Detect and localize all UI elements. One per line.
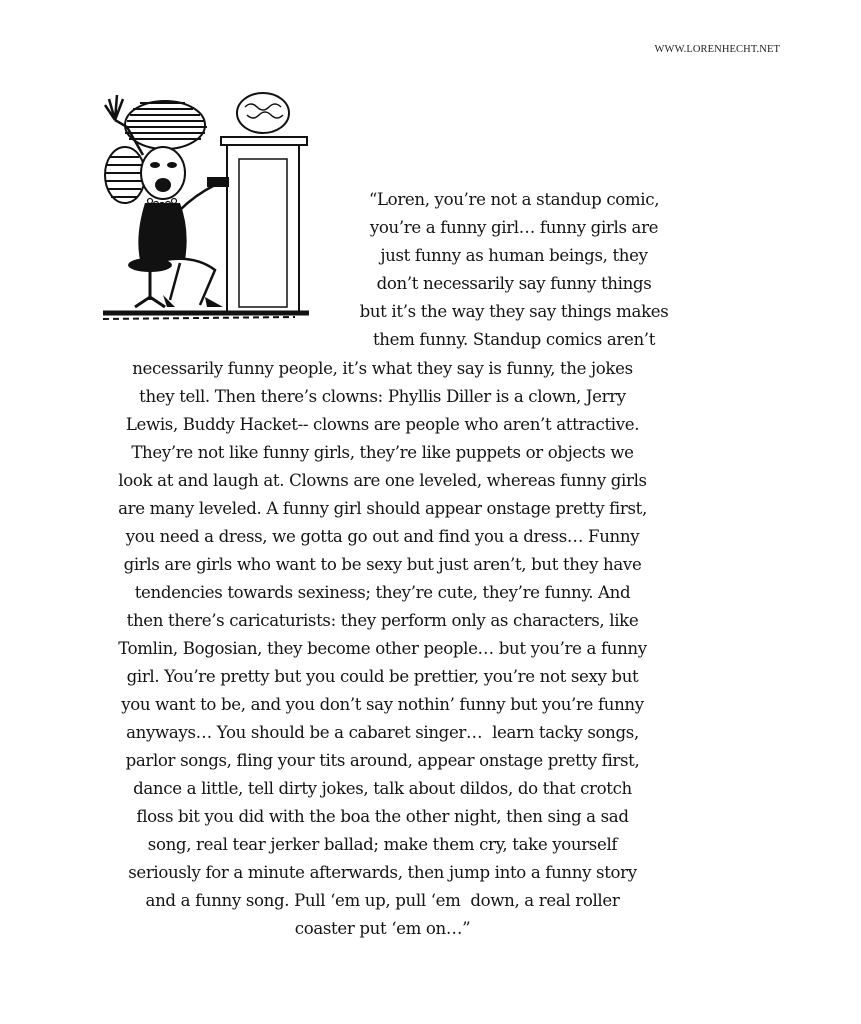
- quote-line: Lewis, Buddy Hacket-- clowns are people who aren’t attractive.: [125, 415, 640, 434]
- quote-line: necessarily funny people, it’s what they say is funny, the jokes: [132, 359, 633, 378]
- quote-line: Tomlin, Bogosian, they become other people… but you’re a funny: [118, 639, 647, 658]
- quote-line: girl. You’re pretty but you could be prettier, you’re not sexy but: [126, 667, 639, 686]
- quote-line: them funny. Standup comics aren’t: [372, 330, 656, 349]
- quote-line: floss bit you did with the boa the other night, then sing a sad: [136, 807, 629, 826]
- quote-line: are many leveled. A funny girl should appear onstage pretty first,: [118, 499, 647, 518]
- quote-line: just funny as human beings, they: [380, 246, 648, 265]
- quote-line: you want to be, and you don’t say nothin’ funny but you’re funny: [121, 695, 644, 714]
- quote-line: but it’s the way they say things makes: [359, 302, 669, 321]
- cartoon-woman-at-piano-icon: [95, 85, 313, 325]
- quote-line: look at and laugh at. Clowns are one leveled, whereas funny girls: [118, 471, 647, 490]
- quote-line: they tell. Then there’s clowns: Phyllis Diller is a clown, Jerry: [139, 387, 626, 406]
- quote-line: and a funny song. Pull ‘em up, pull ‘em down, a real roller: [145, 891, 620, 910]
- quote-line: coaster put ‘em on…”: [294, 919, 471, 938]
- quote-line: don’t necessarily say funny things: [376, 274, 652, 293]
- quote-line: dance a little, tell dirty jokes, talk about dildos, do that crotch: [133, 779, 632, 798]
- quote-line: you’re a funny girl… funny girls are: [369, 218, 659, 237]
- quote-line: song, real tear jerker ballad; make them cry, take yourself: [147, 835, 618, 854]
- quote-line: seriously for a minute afterwards, then jump into a funny story: [128, 863, 637, 882]
- quote-line: girls are girls who want to be sexy but just aren’t, but they have: [123, 555, 642, 574]
- quote-line: then there’s caricaturists: they perform only as characters, like: [126, 611, 639, 630]
- quote-line: They’re not like funny girls, they’re like puppets or objects we: [131, 443, 634, 462]
- quote-line: parlor songs, fling your tits around, appear onstage pretty first,: [125, 751, 640, 770]
- quote-line: you need a dress, we gotta go out and find you a dress… Funny: [125, 527, 640, 546]
- site-url: WWW.LORENHECHT.NET: [654, 44, 780, 55]
- quote-line: “Loren, you’re not a standup comic,: [368, 190, 660, 209]
- quote-line: anyways… You should be a cabaret singer… learn tacky songs,: [126, 723, 639, 742]
- quote-line: tendencies towards sexiness; they’re cute, they’re funny. And: [134, 583, 631, 602]
